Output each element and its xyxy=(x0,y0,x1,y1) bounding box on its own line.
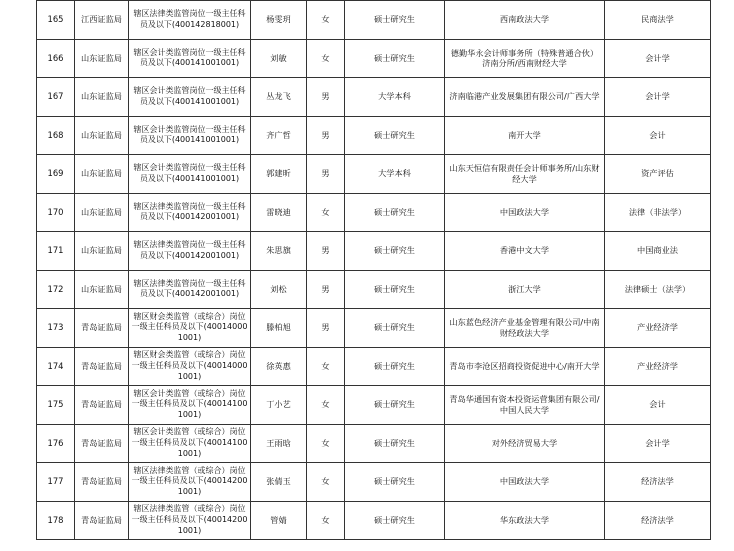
cell-number: 167 xyxy=(37,78,75,117)
cell-gender: 男 xyxy=(307,232,345,271)
cell-number: 168 xyxy=(37,116,75,155)
table-row xyxy=(37,463,711,502)
cell-education: 硕士研究生 xyxy=(345,116,445,155)
table-row xyxy=(37,501,711,540)
cell-school: 中国政法大学 xyxy=(445,463,605,502)
cell-position: 辖区法律类监管岗位一级主任科员及以下(400142001001) xyxy=(129,193,251,232)
cell-name: 雷晓迪 xyxy=(251,193,307,232)
cell-name: 朱思旗 xyxy=(251,232,307,271)
cell-major: 会计 xyxy=(605,386,711,425)
cell-major: 产业经济学 xyxy=(605,347,711,386)
cell-major: 会计学 xyxy=(605,424,711,463)
cell-name: 刘敏 xyxy=(251,39,307,78)
table-row xyxy=(37,155,711,194)
cell-position: 辖区财会类监管（或综合）岗位一级主任科员及以下(400140001001) xyxy=(129,347,251,386)
cell-position: 辖区法律类监管岗位一级主任科员及以下(400142818001) xyxy=(129,1,251,40)
cell-school: 香港中文大学 xyxy=(445,232,605,271)
cell-gender: 女 xyxy=(307,347,345,386)
cell-bureau: 山东证监局 xyxy=(75,78,129,117)
cell-number: 175 xyxy=(37,386,75,425)
table-row xyxy=(37,270,711,309)
cell-bureau: 山东证监局 xyxy=(75,232,129,271)
cell-gender: 男 xyxy=(307,78,345,117)
cell-name: 滕柏旭 xyxy=(251,309,307,348)
cell-number: 174 xyxy=(37,347,75,386)
table-row xyxy=(37,232,711,271)
cell-name: 杨雯玥 xyxy=(251,1,307,40)
cell-name: 徐英惠 xyxy=(251,347,307,386)
cell-bureau: 青岛证监局 xyxy=(75,424,129,463)
cell-position: 辖区财会类监管（或综合）岗位一级主任科员及以下(400140001001) xyxy=(129,309,251,348)
cell-bureau: 青岛证监局 xyxy=(75,501,129,540)
cell-number: 173 xyxy=(37,309,75,348)
cell-bureau: 山东证监局 xyxy=(75,116,129,155)
cell-major: 会计学 xyxy=(605,39,711,78)
table-row xyxy=(37,1,711,40)
cell-education: 硕士研究生 xyxy=(345,347,445,386)
cell-position: 辖区会计类监管（或综合）岗位一级主任科员及以下(400141001001) xyxy=(129,424,251,463)
cell-bureau: 山东证监局 xyxy=(75,39,129,78)
cell-bureau: 山东证监局 xyxy=(75,270,129,309)
cell-bureau: 山东证监局 xyxy=(75,155,129,194)
table-row xyxy=(37,424,711,463)
cell-gender: 女 xyxy=(307,386,345,425)
cell-education: 大学本科 xyxy=(345,78,445,117)
cell-gender: 男 xyxy=(307,116,345,155)
cell-school: 青岛市李沧区招商投资促进中心/南开大学 xyxy=(445,347,605,386)
cell-number: 166 xyxy=(37,39,75,78)
cell-education: 硕士研究生 xyxy=(345,501,445,540)
cell-major: 会计学 xyxy=(605,78,711,117)
cell-gender: 女 xyxy=(307,424,345,463)
table-row xyxy=(37,116,711,155)
cell-name: 丛龙飞 xyxy=(251,78,307,117)
cell-position: 辖区法律类监管（或综合）岗位一级主任科员及以下(400142001001) xyxy=(129,501,251,540)
cell-school: 中国政法大学 xyxy=(445,193,605,232)
cell-school: 济南临港产业发展集团有限公司/广西大学 xyxy=(445,78,605,117)
candidate-roster-table xyxy=(36,0,711,540)
cell-position: 辖区会计类监管岗位一级主任科员及以下(400141001001) xyxy=(129,39,251,78)
cell-education: 硕士研究生 xyxy=(345,424,445,463)
cell-number: 178 xyxy=(37,501,75,540)
cell-major: 经济法学 xyxy=(605,501,711,540)
cell-name: 张倩玉 xyxy=(251,463,307,502)
cell-bureau: 青岛证监局 xyxy=(75,386,129,425)
cell-bureau: 青岛证监局 xyxy=(75,347,129,386)
cell-position: 辖区会计类监管（或综合）岗位一级主任科员及以下(400141001001) xyxy=(129,386,251,425)
cell-school: 浙江大学 xyxy=(445,270,605,309)
cell-number: 170 xyxy=(37,193,75,232)
cell-position: 辖区法律类监管岗位一级主任科员及以下(400142001001) xyxy=(129,270,251,309)
table-row xyxy=(37,193,711,232)
cell-gender: 女 xyxy=(307,463,345,502)
cell-school: 德勤华永会计师事务所（特殊普通合伙）济南分所/西南财经大学 xyxy=(445,39,605,78)
cell-gender: 男 xyxy=(307,155,345,194)
cell-number: 176 xyxy=(37,424,75,463)
cell-name: 丁小艺 xyxy=(251,386,307,425)
cell-major: 民商法学 xyxy=(605,1,711,40)
table-row xyxy=(37,386,711,425)
cell-gender: 女 xyxy=(307,501,345,540)
cell-major: 资产评估 xyxy=(605,155,711,194)
table-row xyxy=(37,39,711,78)
cell-education: 硕士研究生 xyxy=(345,193,445,232)
cell-position: 辖区会计类监管岗位一级主任科员及以下(400141001001) xyxy=(129,78,251,117)
cell-name: 刘松 xyxy=(251,270,307,309)
cell-bureau: 青岛证监局 xyxy=(75,309,129,348)
cell-number: 171 xyxy=(37,232,75,271)
cell-gender: 女 xyxy=(307,193,345,232)
cell-position: 辖区会计类监管岗位一级主任科员及以下(400141001001) xyxy=(129,155,251,194)
cell-name: 齐广哲 xyxy=(251,116,307,155)
cell-major: 中国商业法 xyxy=(605,232,711,271)
cell-position: 辖区会计类监管岗位一级主任科员及以下(400141001001) xyxy=(129,116,251,155)
cell-gender: 男 xyxy=(307,309,345,348)
cell-name: 管婧 xyxy=(251,501,307,540)
cell-education: 硕士研究生 xyxy=(345,1,445,40)
cell-major: 产业经济学 xyxy=(605,309,711,348)
cell-education: 大学本科 xyxy=(345,155,445,194)
cell-school: 南开大学 xyxy=(445,116,605,155)
cell-number: 169 xyxy=(37,155,75,194)
cell-gender: 男 xyxy=(307,270,345,309)
cell-name: 郭建昕 xyxy=(251,155,307,194)
roster-body xyxy=(37,1,711,540)
cell-education: 硕士研究生 xyxy=(345,270,445,309)
cell-school: 青岛华通国有资本投资运营集团有限公司/中国人民大学 xyxy=(445,386,605,425)
table-row xyxy=(37,78,711,117)
cell-bureau: 江西证监局 xyxy=(75,1,129,40)
cell-bureau: 青岛证监局 xyxy=(75,463,129,502)
cell-major: 经济法学 xyxy=(605,463,711,502)
table-row xyxy=(37,347,711,386)
cell-major: 会计 xyxy=(605,116,711,155)
cell-number: 172 xyxy=(37,270,75,309)
cell-school: 对外经济贸易大学 xyxy=(445,424,605,463)
cell-gender: 女 xyxy=(307,39,345,78)
cell-number: 177 xyxy=(37,463,75,502)
cell-education: 硕士研究生 xyxy=(345,386,445,425)
cell-education: 硕士研究生 xyxy=(345,309,445,348)
cell-education: 硕士研究生 xyxy=(345,463,445,502)
cell-major: 法律（非法学） xyxy=(605,193,711,232)
cell-name: 王雨晗 xyxy=(251,424,307,463)
cell-major: 法律硕士（法学） xyxy=(605,270,711,309)
cell-position: 辖区法律类监管（或综合）岗位一级主任科员及以下(400142001001) xyxy=(129,463,251,502)
cell-school: 华东政法大学 xyxy=(445,501,605,540)
cell-position: 辖区法律类监管岗位一级主任科员及以下(400142001001) xyxy=(129,232,251,271)
cell-education: 硕士研究生 xyxy=(345,232,445,271)
cell-bureau: 山东证监局 xyxy=(75,193,129,232)
cell-gender: 女 xyxy=(307,1,345,40)
cell-school: 山东天恒信有限责任会计师事务所/山东财经大学 xyxy=(445,155,605,194)
cell-education: 硕士研究生 xyxy=(345,39,445,78)
cell-number: 165 xyxy=(37,1,75,40)
cell-school: 山东蓝色经济产业基金管理有限公司/中南财经政法大学 xyxy=(445,309,605,348)
cell-school: 西南政法大学 xyxy=(445,1,605,40)
table-row xyxy=(37,309,711,348)
